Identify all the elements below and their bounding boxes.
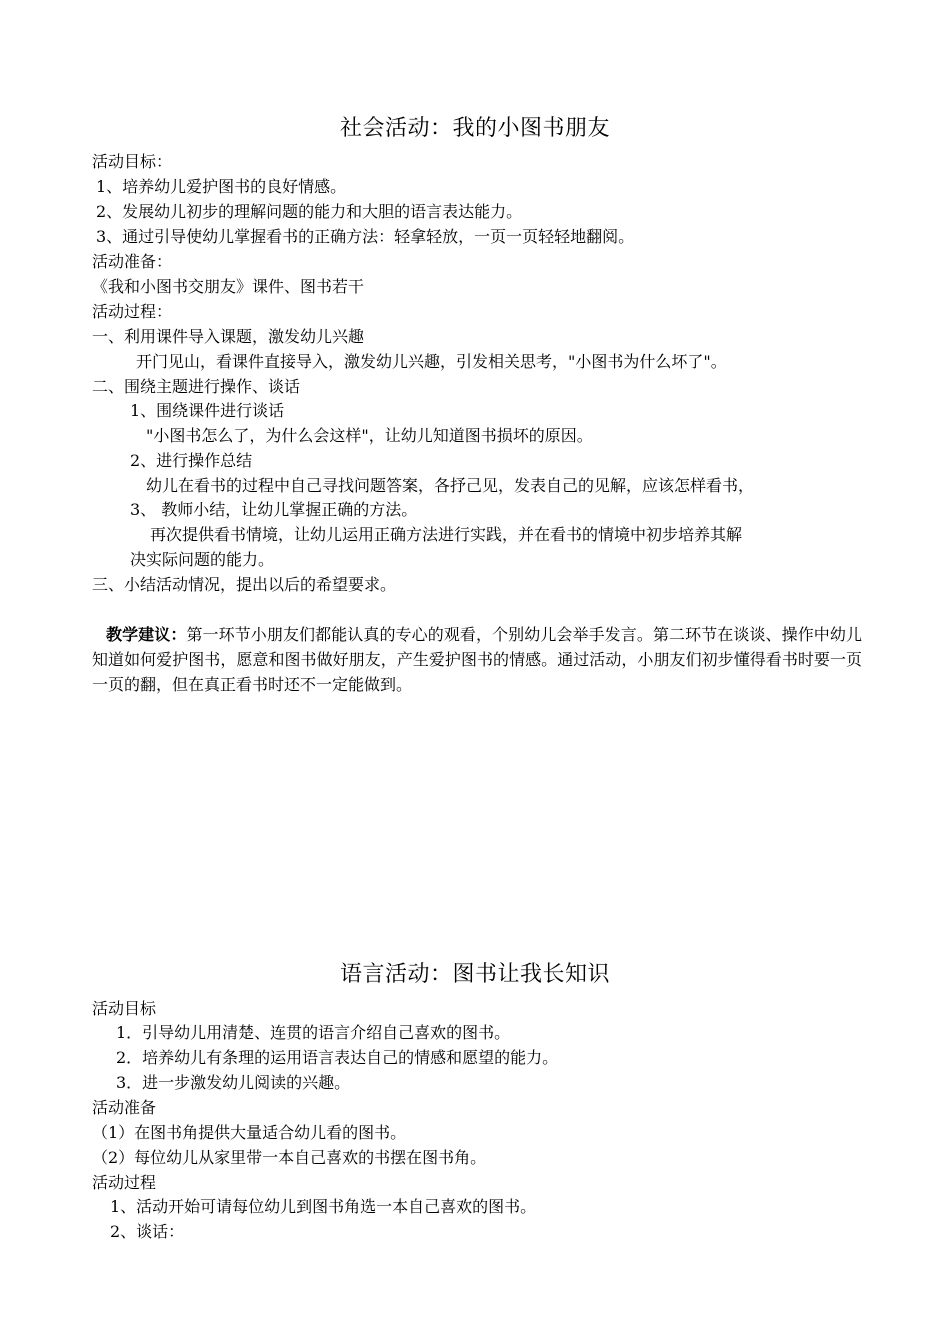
section1-step-2-sub-3: 3、 教师小结，让幼儿掌握正确的方法。 [130, 500, 418, 519]
section2-prep-1: （1）在图书角提供大量适合幼儿看的图书。 [92, 1123, 407, 1142]
section2-goal-2: 2．培养幼儿有条理的运用语言表达自己的情感和愿望的能力。 [116, 1048, 559, 1067]
section2-process-heading: 活动过程 [92, 1173, 157, 1192]
section2-prep-heading: 活动准备 [92, 1098, 157, 1117]
section2-goal-1: 1．引导幼儿用清楚、连贯的语言介绍自己喜欢的图书。 [116, 1023, 511, 1042]
section2-goals-heading: 活动目标 [92, 999, 157, 1018]
section1-goal-2: 2、发展幼儿初步的理解问题的能力和大胆的语言表达能力。 [96, 202, 523, 221]
section1-step-2-sub-3-text-cont: 决实际问题的能力。 [130, 550, 275, 569]
section1-step-2-sub-1-text: "小图书怎么了，为什么会这样"，让幼儿知道图书损坏的原因。 [146, 426, 593, 445]
section1-step-1-text: 开门见山，看课件直接导入，激发幼儿兴趣，引发相关思考，"小图书为什么坏了"。 [136, 352, 727, 371]
section1-prep-text: 《我和小图书交朋友》课件、图书若干 [92, 277, 365, 296]
section2-step-2: 2、谈话： [110, 1222, 185, 1241]
section1-step-3: 三、小结活动情况，提出以后的希望要求。 [92, 575, 397, 594]
section1-goal-1: 1、培养幼儿爱护图书的良好情感。 [96, 177, 347, 196]
section1-process-heading: 活动过程： [92, 302, 173, 321]
section1-goal-3: 3、通过引导使幼儿掌握看书的正确方法：轻拿轻放，一页一页轻轻地翻阅。 [96, 227, 635, 246]
section1-step-2-sub-2-text: 幼儿在看书的过程中自己寻找问题答案，各抒己见，发表自己的见解，应该怎样看书， [146, 476, 755, 495]
section1-step-2-sub-3-text: 再次提供看书情境，让幼儿运用正确方法进行实践，并在看书的情境中初步培养其解 [150, 525, 743, 544]
section1-step-2-sub-1: 1、围绕课件进行谈话 [130, 401, 285, 420]
section2-prep-2: （2）每位幼儿从家里带一本自己喜欢的书摆在图书角。 [92, 1148, 487, 1167]
teaching-suggestion-text: 第一环节小朋友们都能认真的专心的观看，个别幼儿会举手发言。第二环节在谈谈、操作中幼儿知道如何爱护图书，愿意和图书做好朋友，产生爱护图书的情感。通过活动，小朋友们初步懂得看书时要一页一页的翻，但在真正看书时还不一定能做到。 [92, 625, 862, 694]
section1-prep-heading: 活动准备： [92, 252, 173, 271]
teaching-suggestion-label: 教学建议： [106, 625, 187, 644]
section1-step-1: 一、利用课件导入课题，激发幼儿兴趣 [92, 327, 365, 346]
teaching-suggestion-paragraph [92, 622, 862, 697]
section2-title: 语言活动：图书让我长知识 [339, 962, 610, 987]
section2-goal-3: 3．进一步激发幼儿阅读的兴趣。 [116, 1073, 351, 1092]
section2-step-1: 1、活动开始可请每位幼儿到图书角选一本自己喜欢的图书。 [110, 1197, 537, 1216]
section1-goals-heading: 活动目标： [92, 152, 173, 171]
section1-step-2: 二、围绕主题进行操作、谈话 [92, 377, 301, 396]
section1-step-2-sub-2: 2、进行操作总结 [130, 451, 253, 470]
section1-title: 社会活动：我的小图书朋友 [339, 116, 610, 141]
